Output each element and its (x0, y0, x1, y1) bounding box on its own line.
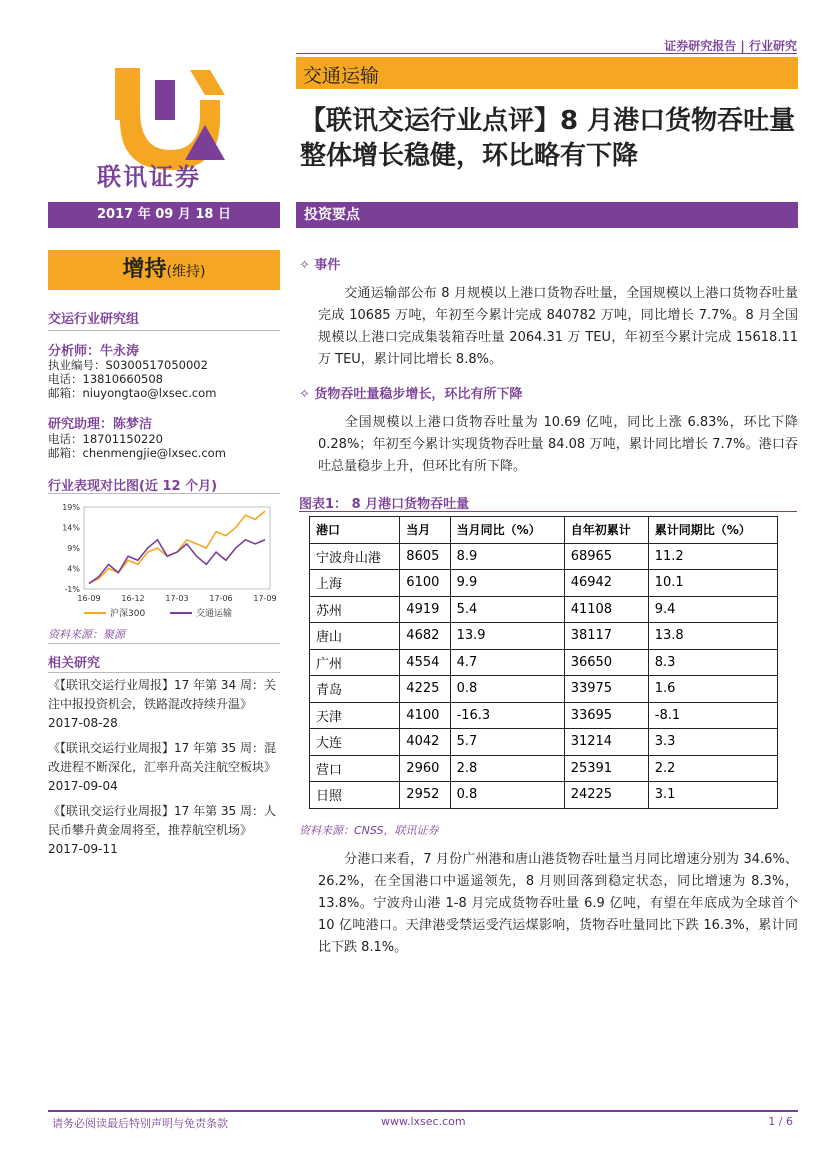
table-cell: 2960 (400, 755, 450, 782)
table-cell: 8.9 (450, 543, 564, 570)
assistant-email: 邮箱：chenmengjie@lxsec.com (48, 446, 226, 460)
related-item-text: 《【联讯交运行业周报】17 年第 34 周：关注中报投资机会，铁路混改持续升温》 (48, 678, 276, 711)
throughput-paragraph: 全国规模以上港口货物吞吐量为 10.69 亿吨，同比上涨 6.83%，环比下降 0.28%；年初至今累计实现货物吞吐量 84.08 万吨，累计同比增长 7.7%。港口吞吐总量稳步上升，但环比有所下降。 (318, 415, 798, 474)
table-cell: 4042 (400, 729, 450, 756)
y-tick-label: 4% (67, 564, 80, 574)
table-cell: 4.7 (450, 649, 564, 676)
table-cell: 日照 (310, 782, 400, 809)
legend-label: 交通运输 (196, 609, 233, 619)
section-heading-event: ✧ 事件 (299, 258, 341, 273)
section-heading-throughput: ✧ 货物吞吐量稳步增长，环比有所下降 (299, 387, 523, 402)
table-cell: 33695 (564, 702, 648, 729)
report-type: 证券研究报告 | 行业研究 (664, 39, 797, 53)
related-item-date: 2017-08-28 (48, 716, 118, 730)
related-item-date: 2017-09-11 (48, 842, 118, 856)
table-cell: 6100 (400, 570, 450, 597)
rating-sub: (维持) (166, 264, 206, 280)
assistant-name: 研究助理：陈梦洁 (48, 417, 153, 432)
page-number: 1 / 6 (768, 1115, 793, 1128)
table-cell: 46942 (564, 570, 648, 597)
table-row (310, 649, 778, 676)
table-cell: 天津 (310, 702, 400, 729)
table-cell: 3.3 (648, 729, 777, 756)
x-tick-label: 17-03 (165, 594, 189, 603)
table-row (310, 676, 778, 703)
y-tick-label: 19% (62, 503, 80, 512)
table-cell: 1.6 (648, 676, 777, 703)
related-title: 相关研究 (48, 656, 101, 671)
x-tick-label: 17-06 (209, 594, 233, 603)
event-paragraph: 交通运输部公布 8 月规模以上港口货物吞吐量，全国规模以上港口货物吞吐量完成 10685 万吨，年初至今累计完成 840782 万吨，同比增长 7.7%。8 月全国规模以上港口完成集装箱吞吐量 2064.31 万 TEU，年初至今累计完成 15618.11 万 TEU，累计同比增长 8.8%。 (318, 286, 798, 367)
table-cell: 2952 (400, 782, 450, 809)
table-cell: -16.3 (450, 702, 564, 729)
sector-banner (296, 57, 798, 89)
section-banner (296, 202, 798, 228)
table-row (310, 570, 778, 597)
table-cell: 13.9 (450, 623, 564, 650)
table-cell: 青岛 (310, 676, 400, 703)
disclaimer-link[interactable]: 请务必阅读最后特别声明与免责条款 (52, 1117, 228, 1130)
footer-divider (48, 1110, 798, 1112)
table-cell: 3.1 (648, 782, 777, 809)
x-tick-label: 17-09 (253, 594, 277, 603)
analyst-email: 邮箱：niuyongtao@lxsec.com (48, 386, 217, 400)
table-cell: 2.8 (450, 755, 564, 782)
divider (48, 493, 280, 494)
chart-title: 行业表现对比图(近 12 个月) (48, 479, 218, 494)
sector-label: 交通运输 (303, 65, 380, 87)
table-cell: 25391 (564, 755, 648, 782)
table-cell: 4919 (400, 596, 450, 623)
analyst-license: 执业编号：S0300517050002 (48, 358, 208, 372)
table-cell: 5.4 (450, 596, 564, 623)
table-cell: 9.4 (648, 596, 777, 623)
divider (48, 330, 280, 331)
series-line (89, 540, 265, 584)
table-row (310, 596, 778, 623)
performance-chart (48, 497, 280, 623)
table-cell: 苏州 (310, 596, 400, 623)
table-cell: 41108 (564, 596, 648, 623)
header-divider (296, 53, 797, 54)
related-item-2[interactable] (48, 739, 283, 796)
col-header: 累计同期比（%） (648, 517, 777, 544)
table-row (310, 782, 778, 809)
related-item-1[interactable] (48, 676, 283, 733)
table-cell: 8.3 (648, 649, 777, 676)
closing-paragraph: 分港口来看，7 月份广州港和唐山港货物吞吐量当月同比增速分别为 34.6%、26.2%，在全国港口中遥遥领先，8 月则回落到稳定状态，同比增速为 8.3%，13.8%。宁波舟山港 1-8 月完成货物吞吐量 6.9 亿吨，有望在年底成为全球首个 10 亿吨港口。天津港受禁运受汽运煤影响，货物吞吐量同比下跌 16.3%，累计同比下跌 8.1%。 (318, 852, 798, 955)
assistant-phone: 电话：18701150220 (48, 432, 163, 446)
table-cell: -8.1 (648, 702, 777, 729)
table-source: 资料来源：CNSS，联讯证券 (299, 824, 439, 837)
table-cell: 9.9 (450, 570, 564, 597)
analyst-name: 分析师：牛永涛 (48, 344, 140, 359)
y-tick-label: -1% (64, 585, 80, 594)
y-tick-label: 14% (62, 523, 80, 533)
x-tick-label: 16-09 (77, 594, 101, 603)
table-cell: 24225 (564, 782, 648, 809)
col-header: 当月同比（%） (450, 517, 564, 544)
table-row (310, 755, 778, 782)
table-cell: 4682 (400, 623, 450, 650)
related-item-text: 《【联讯交运行业周报】17 年第 35 周：人民币攀升黄金周将至，推荐航空机场》 (48, 804, 276, 837)
table-cell: 2.2 (648, 755, 777, 782)
related-item-3[interactable] (48, 802, 283, 859)
report-date: 2017 年 09 月 18 日 (48, 202, 280, 228)
table-cell: 4100 (400, 702, 450, 729)
table-cell: 36650 (564, 649, 648, 676)
table-cell: 31214 (564, 729, 648, 756)
table-cell: 宁波舟山港 (310, 543, 400, 570)
table-row (310, 702, 778, 729)
related-item-date: 2017-09-04 (48, 779, 118, 793)
logo-text: 联讯证券 (97, 162, 201, 191)
divider (48, 672, 280, 673)
rating-main: 增持 (122, 257, 167, 282)
analyst-phone: 电话：13810660508 (48, 372, 163, 386)
table-cell: 38117 (564, 623, 648, 650)
table-title: 图表1： 8 月港口货物吞吐量 (299, 497, 470, 512)
y-tick-label: 9% (67, 544, 80, 553)
table-cell: 0.8 (450, 676, 564, 703)
table-divider (299, 511, 797, 512)
divider (48, 643, 280, 644)
col-header: 港口 (310, 517, 400, 544)
series-line (89, 511, 265, 583)
table-row (310, 729, 778, 756)
col-header: 当月 (400, 517, 450, 544)
related-item-text: 《【联讯交运行业周报】17 年第 35 周：混改进程不断深化，汇率升高关注航空板块》 (48, 741, 277, 774)
rating-badge (48, 250, 280, 290)
table-cell: 唐山 (310, 623, 400, 650)
table-cell: 8605 (400, 543, 450, 570)
table-cell: 4554 (400, 649, 450, 676)
website-link[interactable]: www.lxsec.com (381, 1115, 466, 1128)
x-tick-label: 16-12 (121, 594, 145, 603)
team-name: 交运行业研究组 (48, 312, 140, 327)
col-header: 自年初累计 (564, 517, 648, 544)
chart-source: 资料来源：聚源 (48, 628, 125, 641)
section-banner-label: 投资要点 (304, 207, 360, 223)
table-cell: 4225 (400, 676, 450, 703)
table-cell: 10.1 (648, 570, 777, 597)
table-cell: 11.2 (648, 543, 777, 570)
table-cell: 33975 (564, 676, 648, 703)
report-title: 【联讯交运行业点评】8 月港口货物吞吐量整体增长稳健，环比略有下降 (300, 106, 796, 171)
table-cell: 13.8 (648, 623, 777, 650)
table-row (310, 623, 778, 650)
table-cell: 5.7 (450, 729, 564, 756)
table-cell: 大连 (310, 729, 400, 756)
table-cell: 0.8 (450, 782, 564, 809)
table-cell: 营口 (310, 755, 400, 782)
port-throughput-table (309, 516, 778, 809)
legend-label: 沪深300 (110, 609, 146, 619)
table-cell: 68965 (564, 543, 648, 570)
table-cell: 广州 (310, 649, 400, 676)
table-header-row (310, 517, 778, 544)
table-row (310, 543, 778, 570)
table-cell: 上海 (310, 570, 400, 597)
